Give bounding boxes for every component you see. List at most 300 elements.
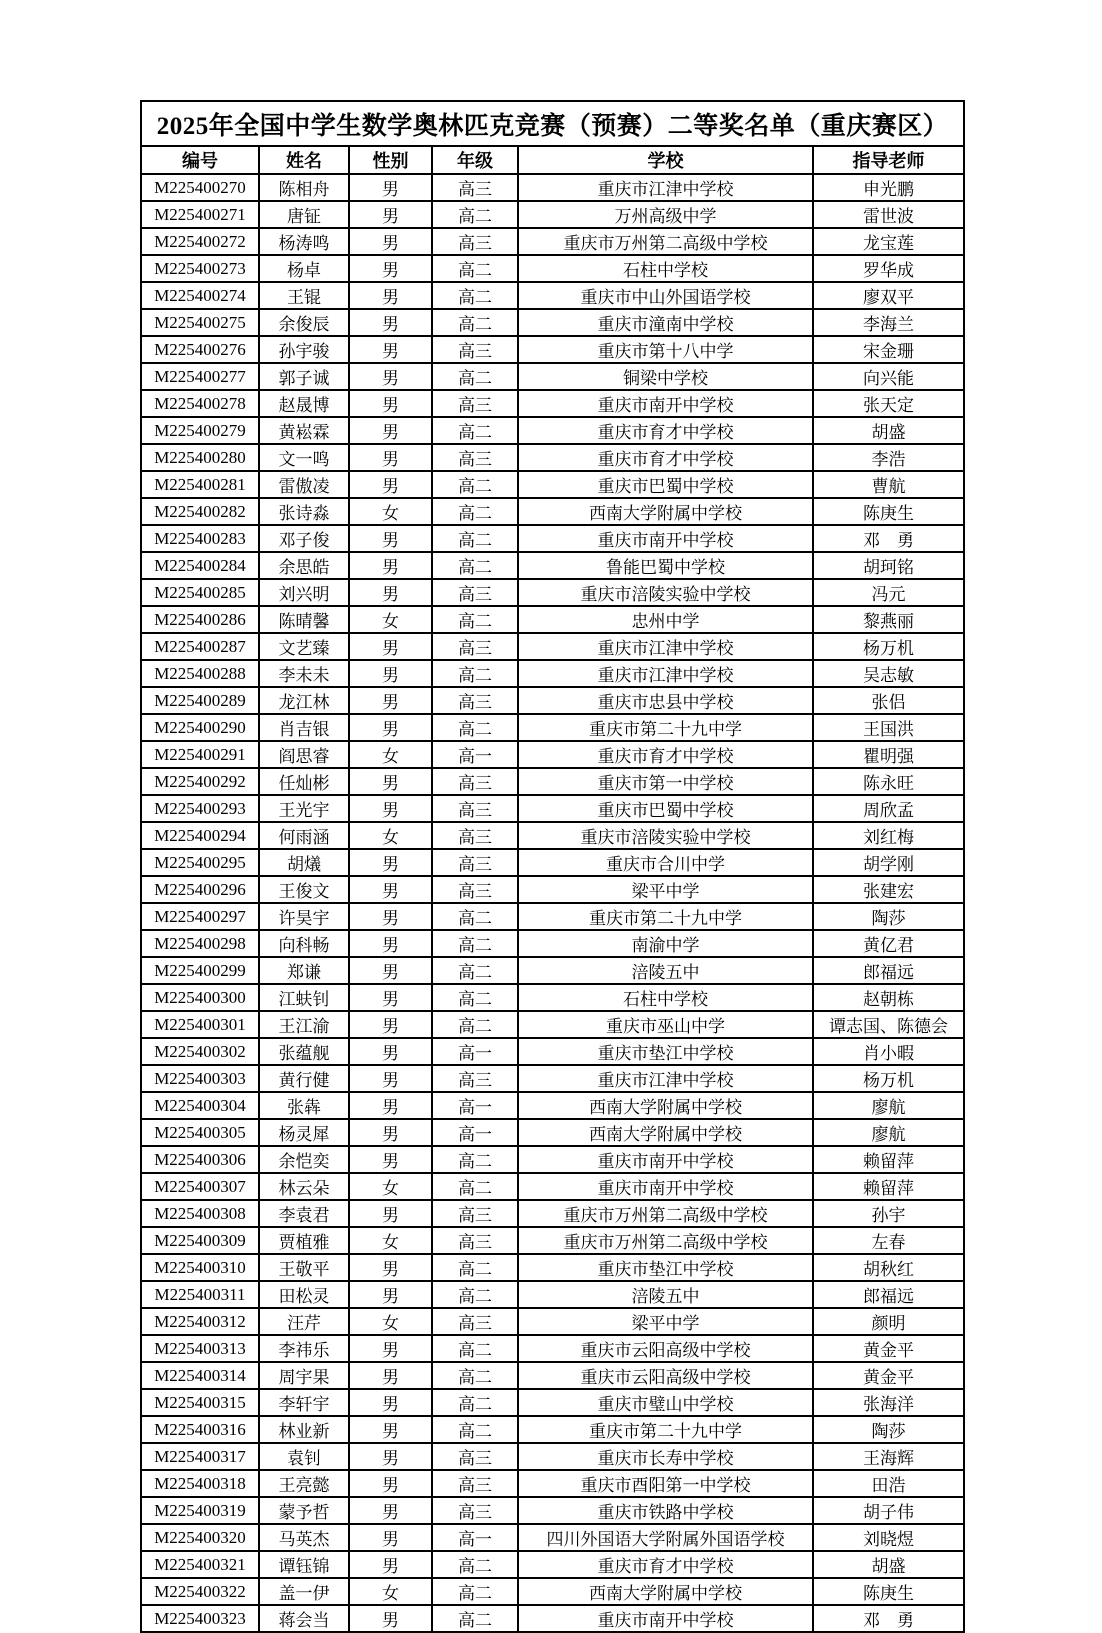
cell-school: 西南大学附属中学校 bbox=[518, 1578, 813, 1605]
table-row bbox=[141, 822, 964, 849]
cell-id: M225400323 bbox=[141, 1605, 259, 1632]
table-row bbox=[141, 1389, 964, 1416]
cell-name: 孙宇骏 bbox=[259, 336, 349, 363]
cell-teacher: 吴志敏 bbox=[813, 660, 964, 687]
cell-grade: 高三 bbox=[432, 390, 518, 417]
cell-grade: 高三 bbox=[432, 174, 518, 201]
cell-gender: 男 bbox=[349, 201, 432, 228]
cell-gender: 男 bbox=[349, 903, 432, 930]
cell-name: 杨卓 bbox=[259, 255, 349, 282]
cell-gender: 男 bbox=[349, 471, 432, 498]
table-row bbox=[141, 984, 964, 1011]
cell-gender: 男 bbox=[349, 1146, 432, 1173]
cell-teacher: 郎福远 bbox=[813, 957, 964, 984]
cell-gender: 男 bbox=[349, 876, 432, 903]
cell-grade: 高三 bbox=[432, 1497, 518, 1524]
cell-name: 林云朵 bbox=[259, 1173, 349, 1200]
cell-grade: 高三 bbox=[432, 336, 518, 363]
column-header-grade: 年级 bbox=[432, 146, 518, 174]
cell-gender: 男 bbox=[349, 1524, 432, 1551]
cell-id: M225400298 bbox=[141, 930, 259, 957]
cell-grade: 高三 bbox=[432, 876, 518, 903]
cell-teacher: 黎燕丽 bbox=[813, 606, 964, 633]
cell-id: M225400288 bbox=[141, 660, 259, 687]
column-header-gender: 性别 bbox=[349, 146, 432, 174]
title-row bbox=[141, 101, 964, 146]
cell-id: M225400294 bbox=[141, 822, 259, 849]
cell-grade: 高二 bbox=[432, 606, 518, 633]
table-row bbox=[141, 552, 964, 579]
cell-school: 重庆市第二十九中学 bbox=[518, 714, 813, 741]
cell-id: M225400316 bbox=[141, 1416, 259, 1443]
cell-gender: 男 bbox=[349, 525, 432, 552]
cell-teacher: 陶莎 bbox=[813, 903, 964, 930]
cell-grade: 高二 bbox=[432, 201, 518, 228]
cell-id: M225400271 bbox=[141, 201, 259, 228]
cell-id: M225400304 bbox=[141, 1092, 259, 1119]
cell-name: 张犇 bbox=[259, 1092, 349, 1119]
cell-teacher: 邓 勇 bbox=[813, 525, 964, 552]
cell-teacher: 胡珂铭 bbox=[813, 552, 964, 579]
cell-teacher: 黄金平 bbox=[813, 1335, 964, 1362]
cell-teacher: 宋金珊 bbox=[813, 336, 964, 363]
cell-school: 重庆市巴蜀中学校 bbox=[518, 795, 813, 822]
cell-gender: 男 bbox=[349, 309, 432, 336]
cell-name: 雷傲凌 bbox=[259, 471, 349, 498]
cell-gender: 男 bbox=[349, 957, 432, 984]
cell-school: 重庆市云阳高级中学校 bbox=[518, 1335, 813, 1362]
cell-name: 王敬平 bbox=[259, 1254, 349, 1281]
cell-school: 南渝中学 bbox=[518, 930, 813, 957]
cell-teacher: 陶莎 bbox=[813, 1416, 964, 1443]
cell-gender: 男 bbox=[349, 174, 432, 201]
table-row bbox=[141, 1470, 964, 1497]
cell-name: 张诗淼 bbox=[259, 498, 349, 525]
cell-school: 重庆市第一中学校 bbox=[518, 768, 813, 795]
document-title: 2025年全国中学生数学奥林匹克竞赛（预赛）二等奖名单（重庆赛区） bbox=[141, 101, 964, 146]
cell-school: 重庆市南开中学校 bbox=[518, 525, 813, 552]
cell-teacher: 曹航 bbox=[813, 471, 964, 498]
award-list-sheet bbox=[140, 100, 965, 1633]
cell-gender: 男 bbox=[349, 714, 432, 741]
cell-school: 梁平中学 bbox=[518, 1308, 813, 1335]
cell-id: M225400293 bbox=[141, 795, 259, 822]
cell-teacher: 颜明 bbox=[813, 1308, 964, 1335]
table-row bbox=[141, 1443, 964, 1470]
table-row bbox=[141, 390, 964, 417]
cell-school: 重庆市第二十九中学 bbox=[518, 1416, 813, 1443]
cell-grade: 高二 bbox=[432, 282, 518, 309]
cell-grade: 高一 bbox=[432, 1119, 518, 1146]
cell-school: 鲁能巴蜀中学校 bbox=[518, 552, 813, 579]
cell-grade: 高三 bbox=[432, 1470, 518, 1497]
cell-gender: 女 bbox=[349, 1227, 432, 1254]
cell-grade: 高二 bbox=[432, 1605, 518, 1632]
table-row bbox=[141, 255, 964, 282]
cell-teacher: 陈永旺 bbox=[813, 768, 964, 795]
cell-grade: 高二 bbox=[432, 552, 518, 579]
cell-id: M225400317 bbox=[141, 1443, 259, 1470]
cell-gender: 男 bbox=[349, 660, 432, 687]
cell-teacher: 罗华成 bbox=[813, 255, 964, 282]
cell-id: M225400296 bbox=[141, 876, 259, 903]
cell-id: M225400313 bbox=[141, 1335, 259, 1362]
table-row bbox=[141, 471, 964, 498]
table-row bbox=[141, 1119, 964, 1146]
cell-teacher: 黄亿君 bbox=[813, 930, 964, 957]
cell-teacher: 刘红梅 bbox=[813, 822, 964, 849]
cell-name: 黄崧霖 bbox=[259, 417, 349, 444]
cell-school: 重庆市育才中学校 bbox=[518, 444, 813, 471]
cell-name: 杨涛鸣 bbox=[259, 228, 349, 255]
cell-gender: 男 bbox=[349, 390, 432, 417]
cell-id: M225400279 bbox=[141, 417, 259, 444]
cell-gender: 女 bbox=[349, 1578, 432, 1605]
table-row bbox=[141, 174, 964, 201]
cell-name: 江蚨钊 bbox=[259, 984, 349, 1011]
table-row bbox=[141, 1605, 964, 1632]
cell-gender: 女 bbox=[349, 1173, 432, 1200]
table-row bbox=[141, 1578, 964, 1605]
cell-grade: 高二 bbox=[432, 525, 518, 552]
cell-grade: 高二 bbox=[432, 1011, 518, 1038]
cell-gender: 女 bbox=[349, 822, 432, 849]
cell-school: 重庆市潼南中学校 bbox=[518, 309, 813, 336]
cell-teacher: 谭志国、陈德会 bbox=[813, 1011, 964, 1038]
table-row bbox=[141, 444, 964, 471]
cell-id: M225400295 bbox=[141, 849, 259, 876]
cell-teacher: 张天定 bbox=[813, 390, 964, 417]
cell-id: M225400290 bbox=[141, 714, 259, 741]
cell-name: 余俊辰 bbox=[259, 309, 349, 336]
table-row bbox=[141, 1308, 964, 1335]
cell-gender: 男 bbox=[349, 1065, 432, 1092]
cell-name: 贾植雅 bbox=[259, 1227, 349, 1254]
cell-teacher: 廖航 bbox=[813, 1119, 964, 1146]
column-header-teacher: 指导老师 bbox=[813, 146, 964, 174]
cell-teacher: 郎福远 bbox=[813, 1281, 964, 1308]
cell-grade: 高二 bbox=[432, 1281, 518, 1308]
table-row bbox=[141, 1416, 964, 1443]
cell-grade: 高三 bbox=[432, 1443, 518, 1470]
cell-name: 张蕴舰 bbox=[259, 1038, 349, 1065]
cell-gender: 男 bbox=[349, 363, 432, 390]
cell-id: M225400305 bbox=[141, 1119, 259, 1146]
cell-name: 田松灵 bbox=[259, 1281, 349, 1308]
cell-id: M225400280 bbox=[141, 444, 259, 471]
cell-school: 忠州中学 bbox=[518, 606, 813, 633]
cell-id: M225400297 bbox=[141, 903, 259, 930]
cell-gender: 女 bbox=[349, 1308, 432, 1335]
cell-name: 李祎乐 bbox=[259, 1335, 349, 1362]
cell-teacher: 杨万机 bbox=[813, 1065, 964, 1092]
table-row bbox=[141, 1065, 964, 1092]
cell-grade: 高二 bbox=[432, 309, 518, 336]
cell-grade: 高三 bbox=[432, 1200, 518, 1227]
cell-grade: 高三 bbox=[432, 228, 518, 255]
table-row bbox=[141, 1200, 964, 1227]
table-row bbox=[141, 795, 964, 822]
cell-name: 黄行健 bbox=[259, 1065, 349, 1092]
cell-id: M225400285 bbox=[141, 579, 259, 606]
cell-school: 重庆市垫江中学校 bbox=[518, 1254, 813, 1281]
cell-gender: 男 bbox=[349, 1443, 432, 1470]
cell-name: 周宇果 bbox=[259, 1362, 349, 1389]
cell-school: 重庆市万州第二高级中学校 bbox=[518, 1227, 813, 1254]
cell-id: M225400308 bbox=[141, 1200, 259, 1227]
cell-school: 西南大学附属中学校 bbox=[518, 1119, 813, 1146]
cell-name: 盖一伊 bbox=[259, 1578, 349, 1605]
cell-id: M225400314 bbox=[141, 1362, 259, 1389]
cell-school: 重庆市第二十九中学 bbox=[518, 903, 813, 930]
cell-grade: 高二 bbox=[432, 255, 518, 282]
cell-name: 王锟 bbox=[259, 282, 349, 309]
cell-school: 西南大学附属中学校 bbox=[518, 498, 813, 525]
cell-teacher: 雷世波 bbox=[813, 201, 964, 228]
cell-gender: 男 bbox=[349, 444, 432, 471]
cell-grade: 高二 bbox=[432, 1335, 518, 1362]
cell-gender: 女 bbox=[349, 741, 432, 768]
cell-id: M225400281 bbox=[141, 471, 259, 498]
cell-teacher: 陈庚生 bbox=[813, 1578, 964, 1605]
cell-gender: 女 bbox=[349, 606, 432, 633]
cell-name: 向科畅 bbox=[259, 930, 349, 957]
cell-teacher: 胡学刚 bbox=[813, 849, 964, 876]
table-row bbox=[141, 660, 964, 687]
table-row bbox=[141, 1497, 964, 1524]
cell-teacher: 邓 勇 bbox=[813, 1605, 964, 1632]
cell-gender: 男 bbox=[349, 1389, 432, 1416]
cell-gender: 男 bbox=[349, 579, 432, 606]
cell-name: 文艺臻 bbox=[259, 633, 349, 660]
table-row bbox=[141, 309, 964, 336]
cell-name: 阎思睿 bbox=[259, 741, 349, 768]
cell-id: M225400277 bbox=[141, 363, 259, 390]
cell-gender: 男 bbox=[349, 1011, 432, 1038]
cell-teacher: 赖留萍 bbox=[813, 1173, 964, 1200]
header-row bbox=[141, 146, 964, 174]
cell-gender: 男 bbox=[349, 336, 432, 363]
cell-grade: 高三 bbox=[432, 822, 518, 849]
table-row bbox=[141, 1524, 964, 1551]
table-row bbox=[141, 957, 964, 984]
cell-grade: 高一 bbox=[432, 1038, 518, 1065]
cell-teacher: 赵朝栋 bbox=[813, 984, 964, 1011]
table-row bbox=[141, 1281, 964, 1308]
cell-school: 重庆市合川中学 bbox=[518, 849, 813, 876]
table-row bbox=[141, 282, 964, 309]
cell-school: 万州高级中学 bbox=[518, 201, 813, 228]
cell-school: 重庆市万州第二高级中学校 bbox=[518, 228, 813, 255]
cell-school: 重庆市南开中学校 bbox=[518, 1146, 813, 1173]
cell-id: M225400289 bbox=[141, 687, 259, 714]
cell-id: M225400287 bbox=[141, 633, 259, 660]
table-row bbox=[141, 1038, 964, 1065]
cell-name: 李轩宇 bbox=[259, 1389, 349, 1416]
cell-name: 任灿彬 bbox=[259, 768, 349, 795]
cell-name: 余恺奕 bbox=[259, 1146, 349, 1173]
cell-grade: 高二 bbox=[432, 1254, 518, 1281]
cell-id: M225400272 bbox=[141, 228, 259, 255]
cell-teacher: 李浩 bbox=[813, 444, 964, 471]
table-row bbox=[141, 525, 964, 552]
table-row bbox=[141, 876, 964, 903]
cell-name: 许昊宇 bbox=[259, 903, 349, 930]
cell-name: 蒙予哲 bbox=[259, 1497, 349, 1524]
cell-gender: 男 bbox=[349, 687, 432, 714]
cell-school: 重庆市巴蜀中学校 bbox=[518, 471, 813, 498]
cell-gender: 男 bbox=[349, 417, 432, 444]
cell-id: M225400292 bbox=[141, 768, 259, 795]
cell-school: 重庆市璧山中学校 bbox=[518, 1389, 813, 1416]
cell-name: 林业新 bbox=[259, 1416, 349, 1443]
cell-teacher: 张建宏 bbox=[813, 876, 964, 903]
cell-grade: 高二 bbox=[432, 417, 518, 444]
table-row bbox=[141, 1092, 964, 1119]
cell-gender: 男 bbox=[349, 1092, 432, 1119]
cell-school: 重庆市万州第二高级中学校 bbox=[518, 1200, 813, 1227]
cell-teacher: 田浩 bbox=[813, 1470, 964, 1497]
table-row bbox=[141, 1254, 964, 1281]
cell-school: 重庆市育才中学校 bbox=[518, 741, 813, 768]
table-row bbox=[141, 741, 964, 768]
cell-id: M225400278 bbox=[141, 390, 259, 417]
cell-teacher: 黄金平 bbox=[813, 1362, 964, 1389]
cell-school: 重庆市酉阳第一中学校 bbox=[518, 1470, 813, 1497]
cell-gender: 男 bbox=[349, 849, 432, 876]
cell-school: 重庆市江津中学校 bbox=[518, 174, 813, 201]
cell-name: 王俊文 bbox=[259, 876, 349, 903]
cell-teacher: 冯元 bbox=[813, 579, 964, 606]
cell-name: 肖吉银 bbox=[259, 714, 349, 741]
cell-school: 重庆市南开中学校 bbox=[518, 1173, 813, 1200]
cell-school: 石柱中学校 bbox=[518, 255, 813, 282]
cell-id: M225400307 bbox=[141, 1173, 259, 1200]
cell-name: 杨灵犀 bbox=[259, 1119, 349, 1146]
cell-id: M225400284 bbox=[141, 552, 259, 579]
cell-gender: 男 bbox=[349, 228, 432, 255]
cell-grade: 高三 bbox=[432, 579, 518, 606]
cell-id: M225400322 bbox=[141, 1578, 259, 1605]
cell-gender: 男 bbox=[349, 282, 432, 309]
cell-id: M225400319 bbox=[141, 1497, 259, 1524]
cell-teacher: 刘晓煜 bbox=[813, 1524, 964, 1551]
cell-gender: 男 bbox=[349, 1038, 432, 1065]
table-row bbox=[141, 849, 964, 876]
cell-teacher: 申光鹏 bbox=[813, 174, 964, 201]
cell-grade: 高二 bbox=[432, 1173, 518, 1200]
cell-name: 郭子诚 bbox=[259, 363, 349, 390]
cell-school: 重庆市巫山中学 bbox=[518, 1011, 813, 1038]
cell-school: 重庆市云阳高级中学校 bbox=[518, 1362, 813, 1389]
cell-teacher: 左春 bbox=[813, 1227, 964, 1254]
cell-school: 石柱中学校 bbox=[518, 984, 813, 1011]
cell-school: 涪陵五中 bbox=[518, 957, 813, 984]
cell-school: 重庆市涪陵实验中学校 bbox=[518, 822, 813, 849]
cell-name: 蒋会当 bbox=[259, 1605, 349, 1632]
cell-grade: 高三 bbox=[432, 768, 518, 795]
cell-id: M225400321 bbox=[141, 1551, 259, 1578]
cell-gender: 男 bbox=[349, 1119, 432, 1146]
table-row bbox=[141, 1362, 964, 1389]
cell-teacher: 孙宇 bbox=[813, 1200, 964, 1227]
cell-grade: 高二 bbox=[432, 1551, 518, 1578]
cell-name: 邓子俊 bbox=[259, 525, 349, 552]
cell-grade: 高一 bbox=[432, 1092, 518, 1119]
cell-grade: 高二 bbox=[432, 363, 518, 390]
cell-gender: 男 bbox=[349, 1254, 432, 1281]
cell-school: 重庆市第十八中学 bbox=[518, 336, 813, 363]
column-header-school: 学校 bbox=[518, 146, 813, 174]
table-row bbox=[141, 1551, 964, 1578]
cell-teacher: 向兴能 bbox=[813, 363, 964, 390]
cell-school: 重庆市涪陵实验中学校 bbox=[518, 579, 813, 606]
cell-id: M225400312 bbox=[141, 1308, 259, 1335]
table-row bbox=[141, 930, 964, 957]
cell-id: M225400302 bbox=[141, 1038, 259, 1065]
cell-grade: 高三 bbox=[432, 849, 518, 876]
cell-gender: 男 bbox=[349, 552, 432, 579]
cell-grade: 高二 bbox=[432, 1389, 518, 1416]
cell-name: 李未未 bbox=[259, 660, 349, 687]
cell-id: M225400320 bbox=[141, 1524, 259, 1551]
cell-grade: 高二 bbox=[432, 498, 518, 525]
table-row bbox=[141, 336, 964, 363]
cell-teacher: 廖航 bbox=[813, 1092, 964, 1119]
cell-grade: 高二 bbox=[432, 1416, 518, 1443]
cell-name: 王光宇 bbox=[259, 795, 349, 822]
cell-teacher: 杨万机 bbox=[813, 633, 964, 660]
cell-name: 马英杰 bbox=[259, 1524, 349, 1551]
table-row bbox=[141, 714, 964, 741]
cell-teacher: 胡秋红 bbox=[813, 1254, 964, 1281]
cell-name: 陈晴馨 bbox=[259, 606, 349, 633]
cell-name: 袁钊 bbox=[259, 1443, 349, 1470]
cell-name: 龙江林 bbox=[259, 687, 349, 714]
cell-teacher: 陈庚生 bbox=[813, 498, 964, 525]
cell-name: 郑谦 bbox=[259, 957, 349, 984]
column-header-id: 编号 bbox=[141, 146, 259, 174]
cell-school: 铜梁中学校 bbox=[518, 363, 813, 390]
cell-gender: 男 bbox=[349, 1362, 432, 1389]
table-row bbox=[141, 498, 964, 525]
cell-teacher: 肖小暇 bbox=[813, 1038, 964, 1065]
cell-teacher: 廖双平 bbox=[813, 282, 964, 309]
cell-school: 重庆市中山外国语学校 bbox=[518, 282, 813, 309]
table-row bbox=[141, 768, 964, 795]
cell-school: 涪陵五中 bbox=[518, 1281, 813, 1308]
cell-id: M225400275 bbox=[141, 309, 259, 336]
cell-gender: 男 bbox=[349, 984, 432, 1011]
cell-gender: 男 bbox=[349, 255, 432, 282]
award-table bbox=[140, 100, 965, 1633]
cell-name: 文一鸣 bbox=[259, 444, 349, 471]
cell-grade: 高三 bbox=[432, 633, 518, 660]
cell-school: 重庆市江津中学校 bbox=[518, 1065, 813, 1092]
cell-grade: 高三 bbox=[432, 1065, 518, 1092]
cell-teacher: 龙宝莲 bbox=[813, 228, 964, 255]
cell-school: 重庆市铁路中学校 bbox=[518, 1497, 813, 1524]
cell-name: 陈相舟 bbox=[259, 174, 349, 201]
cell-gender: 男 bbox=[349, 1200, 432, 1227]
cell-gender: 女 bbox=[349, 498, 432, 525]
cell-name: 何雨涵 bbox=[259, 822, 349, 849]
cell-school: 重庆市南开中学校 bbox=[518, 1605, 813, 1632]
cell-id: M225400283 bbox=[141, 525, 259, 552]
table-row bbox=[141, 228, 964, 255]
table-body bbox=[141, 174, 964, 1632]
cell-name: 王亮懿 bbox=[259, 1470, 349, 1497]
